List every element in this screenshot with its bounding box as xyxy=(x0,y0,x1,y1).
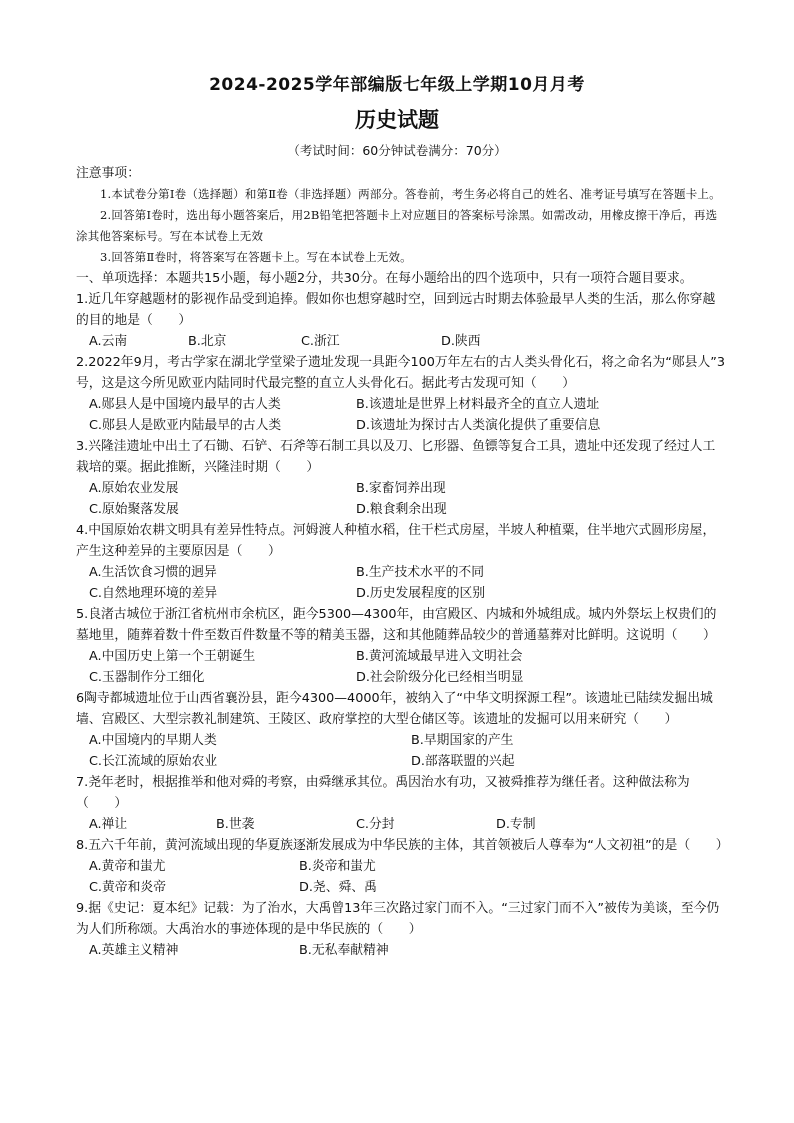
option-list xyxy=(76,331,726,352)
option-c: C.分封 xyxy=(356,817,395,832)
option-d: D.该遗址为探讨古人类演化提供了重要信息 xyxy=(356,418,601,433)
option-list xyxy=(76,646,726,688)
question-stem: 1.近几年穿越题材的影视作品受到追捧。假如你也想穿越时空，回到远古时期去体验最早人类的生活，那么你穿越的目的地是（ ） xyxy=(76,292,716,328)
option-c: C.黄帝和炎帝 xyxy=(89,880,166,895)
option-b: B.生产技术水平的不同 xyxy=(356,565,485,580)
note-item: 1.本试卷分第Ⅰ卷（选择题）和第Ⅱ卷（非选择题）两部分。答卷前，考生务必将自己的姓名、准考证号填写在答题卡上。 xyxy=(100,187,721,201)
option-d: D.尧、舜、禹 xyxy=(299,880,377,895)
option-list xyxy=(76,856,726,898)
option-c: C.自然地理环境的差异 xyxy=(89,586,218,601)
option-b: B.无私奉献精神 xyxy=(299,943,389,958)
option-list xyxy=(76,730,726,772)
option-list xyxy=(76,814,726,835)
exam-meta: （考试时间：60分钟试卷满分：70分） xyxy=(287,143,507,158)
option-b: B.早期国家的产生 xyxy=(411,733,514,748)
question-stem: 5.良渚古城位于浙江省杭州市余杭区，距今5300—4300年，由宫殿区、内城和外城组成。城内外祭坛上权贵们的墓地里，随葬着数十件至数百件数量不等的精美玉器，这和其他随葬品较少的普通墓葬对比鲜明。这说明（ ） xyxy=(76,607,717,643)
option-a: A.英雄主义精神 xyxy=(89,943,179,958)
option-d: D.社会阶级分化已经相当明显 xyxy=(356,670,524,685)
option-a: A.中国境内的早期人类 xyxy=(89,733,217,748)
subject-title: 历史试题 xyxy=(355,107,439,132)
option-d: D.历史发展程度的区别 xyxy=(356,586,486,601)
question-stem: 2.2022年9月，考古学家在湖北学堂梁子遗址发现一具距今100万年左右的古人类头骨化石，将之命名为“郧县人”3号，这是这今所见欧亚内陆同时代最完整的直立人头骨化石。据此考古发现可知（ ） xyxy=(76,355,726,391)
option-d: D.部落联盟的兴起 xyxy=(411,754,515,769)
option-d: D.粮食剩余出现 xyxy=(356,502,447,517)
question-stem: 6陶寺都城遗址位于山西省襄汾县，距今4300—4000年，被纳入了“中华文明探源工程”。该遗址已陆续发掘出城墙、宫殿区、大型宗教礼制建筑、王陵区、政府掌控的大型仓储区等。该遗址的发掘可以用来研究（ ） xyxy=(76,691,713,727)
option-a: A.原始农业发展 xyxy=(89,481,179,496)
option-c: C.郧县人是欧亚内陆最早的古人类 xyxy=(89,418,282,433)
option-list xyxy=(76,940,726,961)
question-stem: 4.中国原始农耕文明具有差异性特点。河姆渡人种植水稻，住干栏式房屋，半坡人种植粟，住半地穴式圆形房屋，产生这种差异的主要原因是（ ） xyxy=(76,523,716,559)
exam-content xyxy=(76,162,729,961)
option-d: D.陕西 xyxy=(441,334,481,349)
option-a: A.黄帝和蚩尤 xyxy=(89,859,166,874)
option-b: B.炎帝和蚩尤 xyxy=(299,859,376,874)
option-a: A.禅让 xyxy=(89,817,128,832)
option-a: A.生活饮食习惯的迥异 xyxy=(89,565,217,580)
option-b: B.家畜饲养出现 xyxy=(356,481,446,496)
question-stem: 8.五六千年前，黄河流域出现的华夏族逐渐发展成为中华民族的主体，其首领被后人尊奉为“人文初祖”的是（ ） xyxy=(76,838,729,853)
option-a: A.云南 xyxy=(89,334,128,349)
option-b: B.黄河流域最早进入文明社会 xyxy=(356,649,523,664)
option-c: C.玉器制作分工细化 xyxy=(89,670,205,685)
question-stem: 7.尧年老时，根据推举和他对舜的考察，由舜继承其位。禹因治水有功，又被舜推荐为继任者。这种做法称为（ ） xyxy=(76,775,690,811)
option-c: C.浙江 xyxy=(301,334,340,349)
question-stem: 9.据《史记：夏本纪》记载：为了治水，大禹曾13年三次路过家门而不入。“三过家门而不入”被传为美谈，至今仍为人们所称颂。大禹治水的事迹体现的是中华民族的（ ） xyxy=(76,901,720,937)
option-b: B.该遗址是世界上材料最齐全的直立人遗址 xyxy=(356,397,600,412)
question-stem: 3.兴隆洼遗址中出土了石锄、石铲、石斧等石制工具以及刀、匕形器、鱼镖等复合工具，遗址中还发现了经过人工栽培的粟。据此推断，兴隆洼时期（ ） xyxy=(76,439,716,475)
option-a: A.中国历史上第一个王朝诞生 xyxy=(89,649,256,664)
note-item: 3.回答第Ⅱ卷时，将答案写在答题卡上。写在本试卷上无效。 xyxy=(100,250,412,264)
option-c: C.原始聚落发展 xyxy=(89,502,179,517)
option-b: B.世袭 xyxy=(216,817,255,832)
note-item: 2.回答第Ⅰ卷时，选出每小题答案后，用2B铅笔把答题卡上对应题目的答案标号涂黑。如需改动，用橡皮擦干净后，再选涂其他答案标号。写在本试卷上无效 xyxy=(76,208,718,243)
notes-title: 注意事项： xyxy=(76,166,140,181)
option-list xyxy=(76,394,726,436)
option-c: C.长江流域的原始农业 xyxy=(89,754,218,769)
option-list xyxy=(76,478,726,520)
exam-title: 2024-2025学年部编版七年级上学期10月月考 xyxy=(209,75,585,95)
option-b: B.北京 xyxy=(188,334,227,349)
option-a: A.郧县人是中国境内最早的古人类 xyxy=(89,397,281,412)
section-heading: 一、单项选择：本题共15小题，每小题2分，共30分。在每小题给出的四个选项中，只有一项符合题目要求。 xyxy=(76,271,693,286)
option-d: D.专制 xyxy=(496,817,536,832)
option-list xyxy=(76,562,726,604)
